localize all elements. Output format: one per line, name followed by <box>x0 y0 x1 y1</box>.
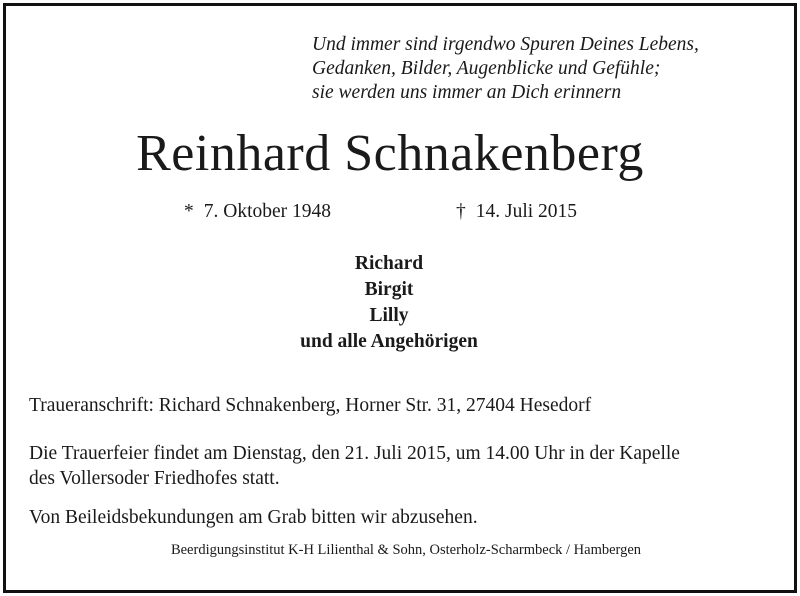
mourner-name: Richard <box>354 253 424 274</box>
birth-symbol: * <box>184 201 194 222</box>
mourner-name: Lilly <box>369 305 409 326</box>
birth-date-line <box>184 200 331 224</box>
death-date-line <box>456 200 577 224</box>
mourners-list <box>0 251 778 355</box>
mourning-address: Traueranschrift: Richard Schnakenberg, Horner Str. 31, 27404 Hesedorf <box>29 395 592 416</box>
service-line: des Vollersoder Friedhofes statt. <box>29 468 280 489</box>
funeral-service-info <box>29 441 680 491</box>
mourner-name: Birgit <box>364 279 414 300</box>
verse-line: Gedanken, Bilder, Augenblicke und Gefühle; <box>312 58 661 79</box>
service-line: Die Trauerfeier findet am Dienstag, den 21. Juli 2015, um 14.00 Uhr in der Kapelle <box>29 443 680 464</box>
death-date: 14. Juli 2015 <box>475 201 578 222</box>
condolence-note: Von Beileidsbekundungen am Grab bitten wir abzusehen. <box>29 507 478 528</box>
verse-line: Und immer sind irgendwo Spuren Deines Lebens, <box>312 34 699 55</box>
memorial-verse <box>312 33 699 105</box>
birth-date: 7. Oktober 1948 <box>203 201 332 222</box>
death-cross-symbol: † <box>456 201 466 222</box>
deceased-name: Reinhard Schnakenberg <box>136 125 644 182</box>
mourner-relatives: und alle Angehörigen <box>300 331 478 352</box>
funeral-home-credit: Beerdigungsinstitut K-H Lilienthal & Sohn, Osterholz-Scharmbeck / Hambergen <box>170 542 642 558</box>
verse-line: sie werden uns immer an Dich erinnern <box>312 82 622 103</box>
